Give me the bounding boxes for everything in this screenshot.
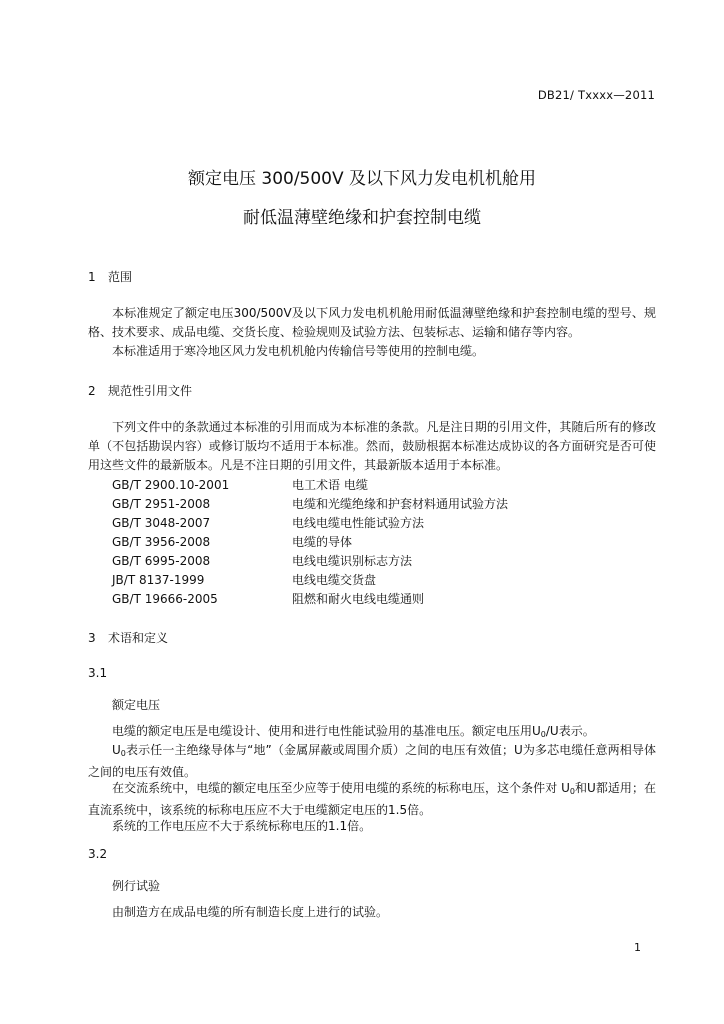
paragraph-text: 由制造方在成品电缆的所有制造长度上进行的试验。 — [112, 905, 389, 919]
section-2-paragraph-1 — [88, 418, 656, 475]
paragraph-text: 和U都适用；在直流系统中，该系统的标称电压应不大于电缆额定电压的1.5倍。 — [88, 781, 656, 817]
subscript: 0 — [540, 730, 546, 739]
document-code: DB21/ Txxxx—2011 — [537, 88, 655, 102]
reference-item — [112, 533, 352, 550]
reference-code: GB/T 3956-2008 — [112, 535, 211, 549]
reference-item — [112, 476, 368, 493]
paragraph-text: U — [112, 743, 121, 757]
section-1-heading — [88, 268, 132, 285]
reference-name: 电线电缆电性能试验方法 — [292, 516, 425, 530]
subsection-3-1-paragraph-2 — [88, 741, 656, 782]
paragraph-text: 表示任一主绝缘导体与“地”（金属屏蔽或周围介质）之间的电压有效值；U为多芯电缆任意两相导体之间的电压有效值。 — [88, 743, 656, 779]
paragraph-text: 本标准适用于寒冷地区风力发电机机舱内传输信号等使用的控制电缆。 — [112, 344, 485, 358]
subsection-3-1-paragraph-4 — [88, 817, 656, 836]
paragraph-text: 电缆的额定电压是电缆设计、使用和进行电性能试验用的基准电压。额定电压用U — [112, 724, 541, 738]
subsection-3-2-number: 3.2 — [88, 847, 108, 861]
subsection-3-2-paragraph-1 — [88, 903, 656, 922]
reference-name: 电线电缆识别标志方法 — [292, 554, 413, 568]
reference-code: GB/T 2951-2008 — [112, 497, 211, 511]
term-rated-voltage: 额定电压 — [112, 698, 161, 712]
section-title: 术语和定义 — [108, 631, 169, 645]
paragraph-text: 系统的工作电压应不大于系统标称电压的1.1倍。 — [112, 819, 372, 833]
paragraph-text: 下列文件中的条款通过本标准的引用而成为本标准的条款。凡是注日期的引用文件，其随后所有的修改单（不包括勘误内容）或修订版均不适用于本标准。然而，鼓励根据本标准达成协议的各方面研究是否可使用这些文件的最新版本。凡是不注日期的引用文件，其最新版本适用于本标准。 — [88, 420, 656, 472]
subsection-3-1-paragraph-3 — [88, 779, 656, 820]
section-2-heading — [88, 382, 192, 399]
reference-item — [112, 514, 424, 531]
section-number: 3 — [88, 631, 96, 645]
reference-code: GB/T 3048-2007 — [112, 516, 211, 530]
page-number: 1 — [634, 941, 641, 954]
section-title: 范围 — [108, 270, 133, 284]
section-title: 规范性引用文件 — [108, 384, 193, 398]
section-number: 2 — [88, 384, 96, 398]
reference-item — [112, 590, 424, 607]
reference-code: GB/T 6995-2008 — [112, 554, 211, 568]
reference-item — [112, 571, 376, 588]
title-line-1: 额定电压 300/500V 及以下风力发电机机舱用 — [187, 169, 537, 189]
section-1-paragraph-1 — [88, 304, 656, 342]
section-number: 1 — [88, 270, 96, 284]
term-routine-test: 例行试验 — [112, 879, 161, 893]
paragraph-text: /U表示。 — [545, 724, 595, 738]
reference-code: GB/T 19666-2005 — [112, 592, 218, 606]
title-line-2: 耐低温薄壁绝缘和护套控制电缆 — [243, 208, 481, 228]
section-3-heading — [88, 629, 168, 646]
reference-name: 阻燃和耐火电线电缆通则 — [292, 592, 425, 606]
reference-code: GB/T 2900.10-2001 — [112, 478, 230, 492]
reference-name: 电缆的导体 — [292, 535, 353, 549]
reference-item — [112, 552, 412, 569]
reference-name: 电工术语 电缆 — [292, 478, 368, 492]
subscript: 0 — [569, 787, 575, 796]
reference-name: 电缆和光缆绝缘和护套材料通用试验方法 — [292, 497, 509, 511]
section-1-paragraph-2 — [88, 342, 656, 361]
reference-name: 电线电缆交货盘 — [292, 573, 377, 587]
subscript: 0 — [120, 749, 126, 758]
reference-code: JB/T 8137-1999 — [112, 573, 205, 587]
reference-item — [112, 495, 508, 512]
subsection-3-1-number: 3.1 — [88, 666, 108, 680]
paragraph-text: 本标准规定了额定电压300/500V及以下风力发电机机舱用耐低温薄壁绝缘和护套控制电缆的型号、规格、技术要求、成品电缆、交货长度、检验规则及试验方法、包装标志、运输和储存等内容。 — [88, 306, 656, 339]
paragraph-text: 在交流系统中，电缆的额定电压至少应等于使用电缆的系统的标称电压，这个条件对 U — [112, 781, 570, 795]
